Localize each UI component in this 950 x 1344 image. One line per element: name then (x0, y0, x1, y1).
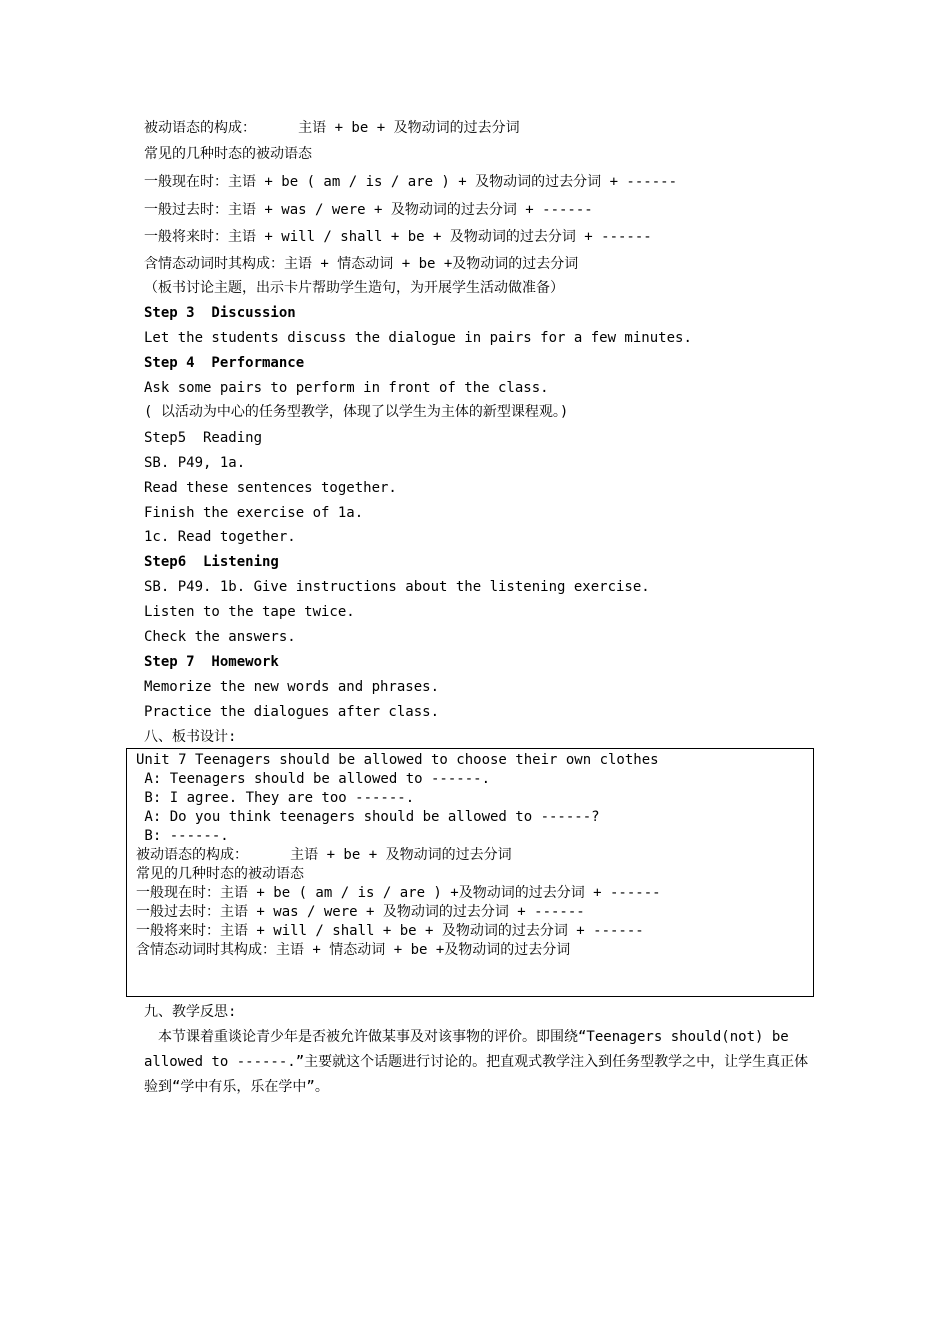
board-line: 被动语态的构成： 主语 + be + 及物动词的过去分词 (136, 847, 512, 863)
step7-line: Practice the dialogues after class. (144, 704, 440, 720)
step7-line: Memorize the new words and phrases. (144, 679, 440, 695)
step7-heading: Step 7 Homework (144, 654, 279, 670)
board-line: A: Do you think teenagers should be allowed to ------? (136, 809, 600, 825)
step5-line: SB. P49, 1a. (144, 455, 246, 471)
board-title: 八、板书设计: (144, 729, 237, 745)
board-line: 一般将来时：主语 + will / shall + be + 及物动词的过去分词 + ------ (136, 923, 644, 939)
step5-line: Finish the exercise of 1a. (144, 505, 364, 521)
modal-line: 含情态动词时其构成：主语 + 情态动词 + be +及物动词的过去分词 (144, 256, 579, 272)
past-tense-line: 一般过去时：主语 + was / were + 及物动词的过去分词 + ------ (144, 202, 593, 218)
step4-line: Ask some pairs to perform in front of the class. (144, 380, 549, 396)
step5-heading: Step5 Reading (144, 430, 263, 446)
step6-line: Listen to the tape twice. (144, 604, 355, 620)
board-line: 一般现在时：主语 + be ( am / is / are ) +及物动词的过去分词 + ------ (136, 885, 661, 901)
step6-line: SB. P49. 1b. Give instructions about the listening exercise. (144, 579, 650, 595)
step6-heading: Step6 Listening (144, 554, 279, 570)
tense-heading: 常见的几种时态的被动语态 (144, 146, 312, 162)
reflection-paragraph: 本节课着重谈论青少年是否被允许做某事及对该事物的评价。即围绕“Teenagers should(not) be allowed to ------.”主要就这个话题进行讨论的。把直观式教学注入到任务型教学之中，让学生真正体验到“学中有乐，乐在学中”。 (144, 1029, 809, 1095)
passive-formula: 被动语态的构成： 主语 + be + 及物动词的过去分词 (144, 120, 520, 136)
board-line: 一般过去时：主语 + was / were + 及物动词的过去分词 + ------ (136, 904, 585, 920)
board-line: A: Teenagers should be allowed to ------. (136, 771, 491, 787)
future-tense-line: 一般将来时：主语 + will / shall + be + 及物动词的过去分词 + ------ (144, 229, 652, 245)
step3-heading: Step 3 Discussion (144, 305, 296, 321)
board-line: B: ------. (136, 828, 229, 844)
board-line: 常见的几种时态的被动语态 (136, 866, 304, 882)
board-line: B: I agree. They are too ------. (136, 790, 415, 806)
board-line: 含情态动词时其构成：主语 + 情态动词 + be +及物动词的过去分词 (136, 942, 571, 958)
step6-line: Check the answers. (144, 629, 296, 645)
board-note: （板书讨论主题，出示卡片帮助学生造句，为开展学生活动做准备） (144, 280, 564, 296)
step5-line: 1c. Read together. (144, 529, 296, 545)
present-tense-line: 一般现在时：主语 + be ( am / is / are ) + 及物动词的过去分词 + ------ (144, 174, 678, 190)
board-design-box (126, 748, 814, 997)
step5-line: Read these sentences together. (144, 480, 397, 496)
board-line: Unit 7 Teenagers should be allowed to choose their own clothes (136, 752, 659, 768)
step3-line: Let the students discuss the dialogue in pairs for a few minutes. (144, 330, 692, 346)
step4-heading: Step 4 Performance (144, 355, 305, 371)
reflection-title: 九、教学反思: (144, 1004, 237, 1020)
step4-note: ( 以活动为中心的任务型教学，体现了以学生为主体的新型课程观。) (144, 404, 569, 420)
